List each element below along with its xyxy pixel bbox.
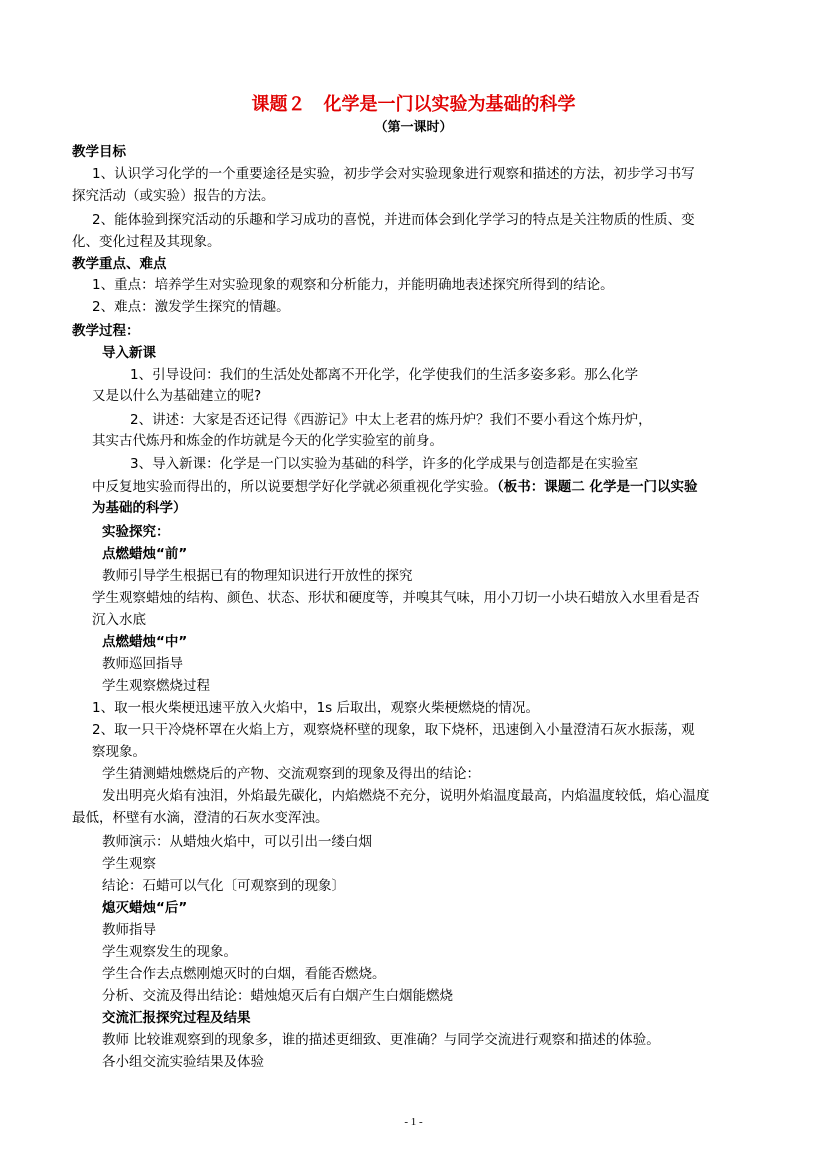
page-number: - 1 - — [404, 1116, 423, 1128]
document-subtitle: （第一课时） — [374, 120, 453, 135]
line-text: 最低，杯壁有水滴，澄清的石灰水变浑浊。 — [72, 810, 329, 826]
body-line — [92, 296, 290, 318]
body-line — [92, 609, 146, 631]
section-heading — [102, 521, 170, 543]
body-line — [92, 719, 695, 741]
section-heading — [102, 1007, 251, 1029]
line-text: 点燃蜡烛“中” — [102, 634, 188, 650]
line-text: 1、认识学习化学的一个重要途径是实验，初步学会对实验现象进行观察和描述的方法，初步学习书写 — [92, 166, 695, 182]
document-title: 课题２ 化学是一门以实验为基础的科学 — [251, 94, 576, 115]
line-text: 学生观察燃烧过程 — [102, 678, 210, 694]
line-text: 实验探究： — [102, 524, 170, 540]
line-text: 又是以什么为基础建立的呢? — [92, 388, 262, 404]
line-text: 交流汇报探究过程及结果 — [102, 1010, 251, 1026]
section-heading — [102, 543, 187, 565]
body-line — [102, 1029, 660, 1051]
section-heading — [102, 897, 187, 919]
line-text: 导入新课 — [102, 345, 156, 361]
body-line — [102, 565, 413, 587]
body-line — [92, 697, 539, 719]
line-text: 3、导入新课：化学是一门以实验为基础的科学，许多的化学成果与创造都是在实验室 — [130, 456, 639, 472]
section-heading — [102, 342, 156, 364]
line-text: 2、难点：激发学生探究的情趣。 — [92, 299, 290, 315]
line-text: 2、讲述：大家是否还记得《西游记》中太上老君的炼丹炉？我们不要小看这个炼丹炉， — [130, 412, 652, 428]
body-line — [92, 209, 695, 231]
body-line — [102, 853, 156, 875]
board-note: （板书：课题二 化学是一门以实验 — [497, 479, 698, 495]
body-line — [130, 364, 638, 386]
body-line — [92, 476, 697, 498]
line-text: 为基础的科学） — [92, 500, 187, 516]
line-text: 教师演示：从蜡烛火焰中，可以引出一缕白烟 — [102, 834, 372, 850]
body-line — [102, 1051, 264, 1073]
section-heading — [72, 141, 126, 163]
line-text: 教师 比较谁观察到的现象多，谁的描述更细致、更准确？与同学交流进行观察和描述的体验。 — [102, 1032, 660, 1048]
section-heading — [102, 631, 187, 653]
line-text: 各小组交流实验结果及体验 — [102, 1054, 264, 1070]
line-text: 教师指导 — [102, 922, 156, 938]
line-text: 1、引导设问：我们的生活处处都离不开化学，化学使我们的生活多姿多彩。那么化学 — [130, 367, 639, 383]
body-line — [92, 274, 614, 296]
line-text: 发出明亮火焰有浊泪，外焰最先碳化，内焰燃烧不充分，说明外焰温度最高，内焰温度较低，焰心温度 — [102, 788, 710, 804]
line-text: 结论：石蜡可以气化〔可观察到的现象〕 — [102, 878, 345, 894]
line-text: 2、取一只干冷烧杯罩在火焰上方，观察烧杯壁的现象，取下烧杯，迅速倒入小量澄清石灰水振荡，观 — [92, 722, 695, 738]
body-line — [102, 785, 710, 807]
line-text: 熄灭蜡烛“后” — [102, 900, 188, 916]
body-line — [92, 741, 146, 763]
line-text: 沉入水底 — [92, 612, 146, 628]
body-line — [130, 409, 652, 431]
body-line — [92, 587, 700, 609]
line-text: 中反复地实验而得出的，所以说要想学好化学就必须重视化学实验。 — [92, 479, 497, 495]
line-text: 教师巡回指导 — [102, 656, 183, 672]
body-line — [72, 807, 329, 829]
line-text: 学生观察蜡烛的结构、颜色、状态、形状和硬度等，并嗅其气味，用小刀切一小块石蜡放入水里看是否 — [92, 590, 700, 606]
line-text: 教师引导学生根据已有的物理知识进行开放性的探究 — [102, 568, 413, 584]
body-line — [102, 941, 237, 963]
body-line — [102, 763, 480, 785]
body-line — [102, 875, 345, 897]
line-text: 分析、交流及得出结论：蜡烛熄灭后有白烟产生白烟能燃烧 — [102, 988, 453, 1004]
section-heading — [72, 253, 167, 275]
line-text: 学生观察发生的现象。 — [102, 944, 237, 960]
line-text: 探究活动（或实验）报告的方法。 — [72, 188, 275, 204]
line-text: 教学目标 — [72, 144, 126, 160]
body-line — [72, 185, 275, 207]
line-text: 1、取一根火柴梗迅速平放入火焰中，1s 后取出，观察火柴梗燃烧的情况。 — [92, 700, 540, 716]
body-line — [102, 653, 183, 675]
line-text: 点燃蜡烛“前” — [102, 546, 188, 562]
line-text: 学生观察 — [102, 856, 156, 872]
body-line — [92, 385, 261, 407]
line-text: 学生合作去点燃刚熄灭时的白烟，看能否燃烧。 — [102, 966, 386, 982]
line-text: 2、能体验到探究活动的乐趣和学习成功的喜悦，并进而体会到化学学习的特点是关注物质的性质、变 — [92, 212, 695, 228]
section-heading — [92, 497, 187, 519]
line-text: 教学重点、难点 — [72, 256, 167, 272]
body-line — [102, 919, 156, 941]
body-line — [102, 831, 372, 853]
body-line — [102, 963, 386, 985]
body-line — [92, 163, 695, 185]
section-heading — [72, 320, 140, 342]
body-line — [92, 430, 443, 452]
body-line — [72, 231, 221, 253]
body-line — [130, 453, 638, 475]
line-text: 其实古代炼丹和炼金的作坊就是今天的化学实验室的前身。 — [92, 433, 443, 449]
body-line — [102, 985, 453, 1007]
line-text: 化、变化过程及其现象。 — [72, 234, 221, 250]
line-text: 1、重点：培养学生对实验现象的观察和分析能力，并能明确地表述探究所得到的结论。 — [92, 277, 614, 293]
line-text: 学生猜测蜡烛燃烧后的产物、交流观察到的现象及得出的结论： — [102, 766, 480, 782]
line-text: 教学过程： — [72, 323, 140, 339]
line-text: 察现象。 — [92, 744, 146, 760]
body-line — [102, 675, 210, 697]
